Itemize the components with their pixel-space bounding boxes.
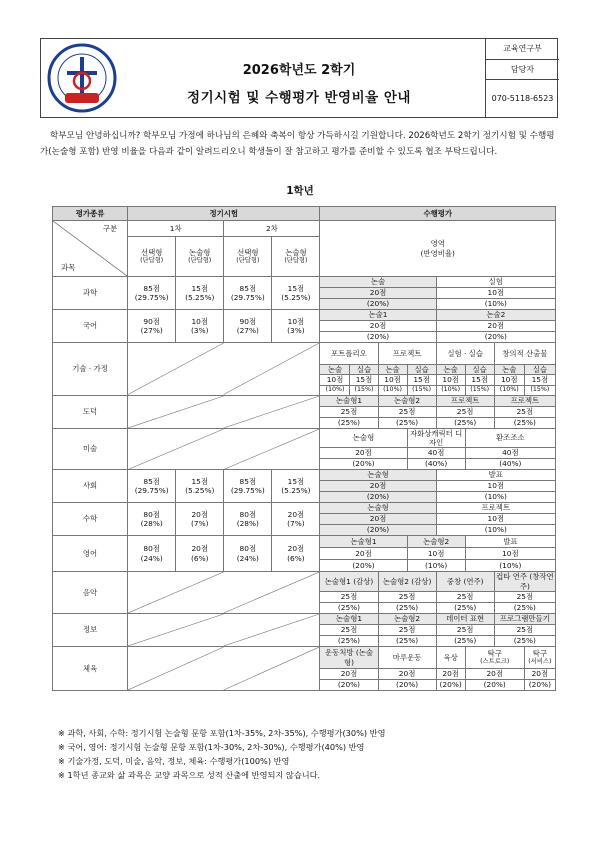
perf-pct: (20%) [320,299,436,310]
perf-pct: (10%) [407,560,465,572]
subject-music: 음악 [53,572,128,614]
perf-score: 20점 [320,448,407,459]
perf-area: 운동처방 (논술형) [320,647,378,669]
perf-area: 논술 [320,277,436,288]
exam-cell: 90점 (27%) [128,310,176,343]
header-performance: 수행평가 [320,207,556,221]
exam-cell: 80점 (24%) [128,536,176,572]
subject-english: 영어 [53,536,128,572]
perf-area: 컵타 연주 (창작연주) [496,572,554,591]
exam-cell: 80점 (24%) [224,536,272,572]
exam-cell: 20점 (7%) [272,503,320,536]
perf-pct: (25%) [378,636,436,647]
perf-score: 25점 [436,625,494,636]
empty-exam-cell [128,572,320,614]
perf-area: 논술형2 [378,614,436,625]
note-2: ※ 국어, 영어: 정기시험 논술형 문항 포함(1차-30%, 2차-30%), 수행평가(40%) 반영 [58,742,365,752]
perf-area: 논술형1 [320,536,407,548]
perf-score: 10점 [436,481,555,492]
perf-area: 프로젝트 [436,395,494,406]
department-label: 교육연구부 [486,39,559,60]
corner-bottom-label: 과목 [61,262,76,272]
perf-pct: (25%) [320,636,378,647]
perf-area: 창의적 산출물 [494,343,555,365]
perf-score: 20점 [465,669,524,680]
perf-sub: 논술 [436,365,465,375]
mc-header: 선택형 (단답형) [224,237,272,277]
essay-header: 논술형 (단답형) [176,237,224,277]
perf-area: 논술형 [320,428,407,448]
ratio-table [52,206,556,691]
exam-cell: 80점 (28%) [224,503,272,536]
area-header: 영역 (반영비율) [320,221,556,277]
perf-pct: (20%) [378,680,436,691]
perf-area: 데이터 표현 [436,614,494,625]
perf-area: 실험 · 실습 [436,343,494,365]
perf-area: 프로젝트 [436,503,555,514]
perf-area: 실험 [436,277,555,288]
perf-pct: (15%) [524,385,555,395]
contact-box [485,39,559,117]
perf-pct: (10%) [378,385,407,395]
perf-score: 25점 [494,592,555,603]
perf-area: 포트폴리오 [320,343,378,365]
perf-sub: 논술 [378,365,407,375]
perf-pct: (15%) [465,385,494,395]
exam-cell: 15점 (5.25%) [176,470,224,503]
perf-pct: (25%) [320,603,378,614]
perf-sub: 실습 [407,365,436,375]
perf-pct: (25%) [378,603,436,614]
perf-pct: (20%) [320,459,407,470]
exam-cell: 85점 (29.75%) [128,470,176,503]
exam-cell: 80점 (28%) [128,503,176,536]
perf-pct: (10%) [465,560,555,572]
perf-score: 20점 [320,669,378,680]
perf-score: 20점 [320,548,407,560]
exam-cell: 85점 (29.75%) [224,277,272,310]
subject-art: 미술 [53,428,128,470]
perf-sub: 논술 [320,365,350,375]
exam-cell: 10점 (3%) [272,310,320,343]
exam-cell: 90점 (27%) [224,310,272,343]
perf-area: 중창 (연주) [436,572,494,592]
note-3: ※ 기술가정, 도덕, 미술, 음악, 정보, 체육: 수행평가(100%) 반영 [58,756,290,766]
perf-score: 15점 [407,375,436,385]
perf-area: 논술1 [320,310,436,321]
round2-header: 2차 [224,221,320,237]
perf-score: 20점 [320,481,436,492]
perf-pct: (10%) [494,385,524,395]
perf-pct: (10%) [436,525,555,536]
subject-korean: 국어 [53,310,128,343]
perf-pct: (10%) [436,299,555,310]
page-title-line2: 정기시험 및 수행평가 반영비율 안내 [187,90,411,106]
perf-score: 10점 [494,375,524,385]
school-logo [47,43,117,113]
subject-math: 수학 [53,503,128,536]
essay-header: 논술형 (단답형) [272,237,320,277]
perf-pct: (20%) [524,680,555,691]
subject-pe: 체육 [53,647,128,691]
perf-score: 10점 [436,514,555,525]
phone-number: 070-5118-6523 [491,94,554,103]
corner-cell [53,221,128,277]
perf-area: 논술2 [436,310,555,321]
perf-score: 10점 [465,548,555,560]
perf-score: 10점 [378,375,407,385]
exam-cell: 20점 (6%) [272,536,320,572]
perf-area: 프로젝트 [378,343,436,365]
note-1: ※ 과학, 사회, 수학: 정기시험 논술형 문항 포함(1차-35%, 2차-35%), 수행평가(30%) 반영 [58,728,386,738]
perf-pct: (15%) [407,385,436,395]
perf-pct: (10%) [436,492,555,503]
perf-score: 25점 [320,592,378,603]
perf-score: 15점 [465,375,494,385]
manager-label: 담당자 [486,60,559,81]
perf-score: 20점 [436,321,555,332]
perf-area: 논술형1 [320,614,378,625]
perf-area: 논술형2 [407,536,465,548]
perf-sub: 실습 [465,365,494,375]
perf-score: 40점 [465,448,555,459]
exam-cell: 85점 (29.75%) [224,470,272,503]
perf-score: 25점 [494,406,555,417]
perf-score: 40점 [407,448,465,459]
perf-score: 15점 [350,375,378,385]
perf-pct: (40%) [407,459,465,470]
exam-cell: 10점 (3%) [176,310,224,343]
perf-score: 20점 [320,321,436,332]
exam-cell: 20점 (6%) [176,536,224,572]
perf-sub: 실습 [350,365,378,375]
perf-pct: (20%) [320,492,436,503]
perf-area: 환조조소 [465,428,555,448]
perf-area: 육상 [436,647,465,669]
perf-pct: (20%) [465,680,524,691]
perf-score: 20점 [378,669,436,680]
perf-pct: (25%) [378,417,436,428]
perf-score: 25점 [436,406,494,417]
header-box [40,38,558,118]
perf-score: 20점 [320,514,436,525]
perf-area: 탁구 (스트로크) [465,647,524,669]
perf-score: 25점 [378,625,436,636]
perf-pct: (25%) [436,603,494,614]
subject-social: 사회 [53,470,128,503]
subject-tech: 기술 · 가정 [53,343,128,396]
perf-score: 20점 [524,669,555,680]
empty-exam-cell [128,428,320,470]
perf-score: 10점 [436,375,465,385]
perf-pct: (20%) [320,680,378,691]
subject-science: 과학 [53,277,128,310]
perf-pct: (25%) [436,417,494,428]
perf-area: 논술형 [320,503,436,514]
perf-area: 논술형1 [320,395,378,406]
empty-exam-cell [128,343,320,396]
empty-exam-cell [128,614,320,647]
perf-area: 논술형 [320,470,436,481]
header-type: 평가종류 [53,207,128,221]
intro-paragraph: 학부모님 안녕하십니까? 학부모님 가정에 하나님의 은혜와 축복이 항상 가득하시길 기원합니다. 2026학년도 2학기 정기시험 및 수행평가(논술형 포함) 반영 비율을 다음과 같이 알려드리오니 학생들이 잘 참고하고 평가를 준비할 수 있도록 협조 부탁드립니다. [40,131,555,157]
perf-area: 발표 [436,470,555,481]
title-area [125,39,473,117]
perf-pct: (25%) [494,636,555,647]
empty-exam-cell [128,395,320,428]
exam-cell: 15점 (5.25%) [272,470,320,503]
mc-header: 선택형 (단답형) [128,237,176,277]
perf-area: 발표 [465,536,555,548]
perf-pct: (15%) [350,385,378,395]
perf-area: 프로젝트 [494,395,555,406]
perf-score: 10점 [436,288,555,299]
perf-area: 프로그램만들기 [494,614,555,625]
round1-header: 1차 [128,221,224,237]
perf-pct: (10%) [320,385,350,395]
exam-cell: 15점 (5.25%) [272,277,320,310]
perf-area: 논술형1 (감상) [320,572,378,592]
perf-pct: (20%) [436,680,465,691]
perf-score: 25점 [320,625,378,636]
perf-pct: (20%) [320,525,436,536]
perf-sub: 논술 [494,365,524,375]
page-title-line1: 2026학년도 2학기 [242,63,356,78]
perf-pct: (25%) [494,603,555,614]
perf-pct: (20%) [320,560,407,572]
perf-score: 25점 [436,592,494,603]
subject-info: 정보 [53,614,128,647]
perf-sub: 실습 [524,365,555,375]
perf-pct: (10%) [436,385,465,395]
perf-score: 20점 [320,288,436,299]
perf-score: 10점 [407,548,465,560]
perf-score: 25점 [378,406,436,417]
perf-score: 25점 [320,406,378,417]
empty-exam-cell [128,647,320,691]
note-4: ※ 1학년 종교와 삶 과목은 교양 과목으로 성적 산출에 반영되지 않습니다. [58,770,321,780]
perf-score: 25점 [494,625,555,636]
perf-score: 20점 [436,669,465,680]
perf-score: 25점 [378,592,436,603]
exam-cell: 85점 (29.75%) [128,277,176,310]
perf-pct: (25%) [320,417,378,428]
perf-pct: (25%) [436,636,494,647]
perf-area: 논술형2 [378,395,436,406]
header-exam: 정기시험 [128,207,320,221]
perf-pct: (20%) [436,332,555,343]
perf-area: 탁구 (서비스) [524,647,555,669]
perf-pct: (20%) [320,332,436,343]
perf-pct: (25%) [494,417,555,428]
perf-area: 논술형2 (감상) [378,572,436,592]
perf-area: 마루운동 [378,647,436,669]
perf-pct: (40%) [465,459,555,470]
grade-title: 1학년 [286,185,314,197]
perf-score: 15점 [524,375,555,385]
subject-ethics: 도덕 [53,395,128,428]
exam-cell: 15점 (5.25%) [176,277,224,310]
exam-cell: 20점 (7%) [176,503,224,536]
perf-score: 10점 [320,375,350,385]
corner-top-label: 구분 [102,224,118,233]
perf-area: 자화상캐릭터 디자인 [407,428,465,448]
